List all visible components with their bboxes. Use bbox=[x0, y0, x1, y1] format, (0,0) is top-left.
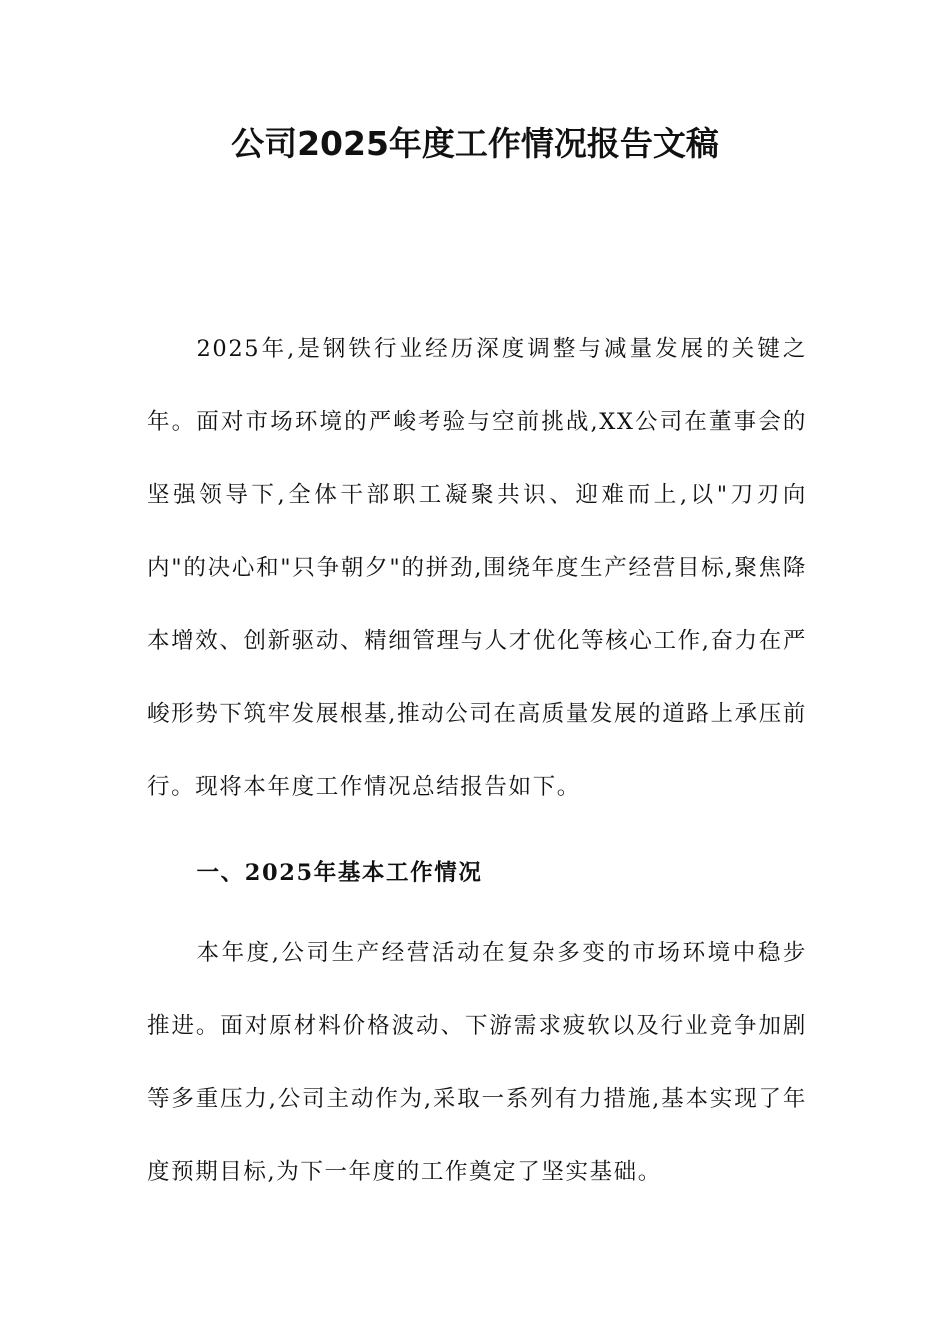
section-paragraph: 本年度,公司生产经营活动在复杂多变的市场环境中稳步推进。面对原材料价格波动、下游需求疲软以及行业竞争加剧等多重压力,公司主动作为,采取一系列有力措施,基本实现了年度预期目标,为下一年度的工作奠定了坚实基础。 bbox=[147, 940, 807, 1185]
intro-section bbox=[147, 313, 807, 824]
section-body bbox=[147, 917, 807, 1209]
section-heading: 一、2025年基本工作情况 bbox=[196, 860, 483, 886]
intro-paragraph: 2025年,是钢铁行业经历深度调整与减量发展的关键之年。面对市场环境的严峻考验与空前挑战,XX公司在董事会的坚强领导下,全体干部职工凝聚共识、迎难而上,以"刀刃向内"的决心和"只争朝夕"的拼劲,围绕年度生产经营目标,聚焦降本增效、创新驱动、精细管理与人才优化等核心工作,奋力在严峻形势下筑牢发展根基,推动公司在高质量发展的道路上承压前行。现将本年度工作情况总结报告如下。 bbox=[147, 336, 807, 800]
document-title: 公司2025年度工作情况报告文稿 bbox=[231, 124, 719, 163]
section-heading-container bbox=[147, 837, 807, 910]
